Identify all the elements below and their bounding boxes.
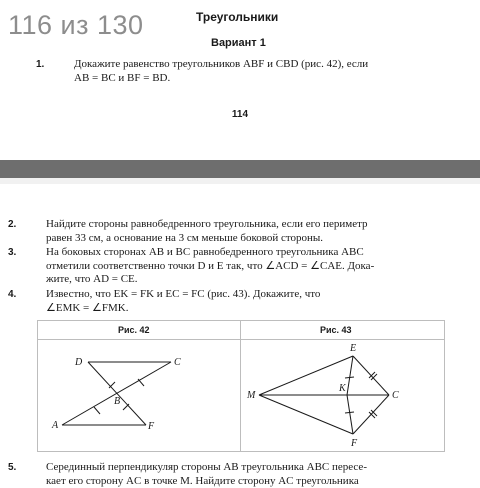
figure-42-label-b: B xyxy=(114,396,120,407)
tick-mark xyxy=(123,404,129,410)
tick-mark xyxy=(138,379,144,386)
figure-43-diagram xyxy=(241,340,444,451)
figure-42-label-c: C xyxy=(174,357,181,368)
tick-mark xyxy=(345,377,354,378)
figure-42-label-d: D xyxy=(74,357,83,368)
tick-mark xyxy=(345,412,354,413)
figure-42-caption: Рис. 42 xyxy=(118,325,150,335)
task-line: Докажите равенство треугольников ABF и CBD (рис. 42), если xyxy=(74,58,452,72)
task-number: 3. xyxy=(8,246,16,260)
page-counter: 116 из 130 xyxy=(8,10,144,41)
figure-43-label-m: M xyxy=(246,390,256,401)
task-number: 1. xyxy=(36,58,44,72)
task-number: 4. xyxy=(8,288,16,302)
page-separator xyxy=(0,160,480,178)
task-line: AB = BC и BF = BD. xyxy=(74,72,452,86)
figure-42-label-a: A xyxy=(51,420,59,431)
page-edge xyxy=(0,178,480,184)
task-line: жите, что AD = CE. xyxy=(46,273,446,287)
figure-43-label-c: C xyxy=(392,390,399,401)
task-line: ∠EMK = ∠FMK. xyxy=(46,302,446,316)
task-line: Известно, что EK = FK и EC = FC (рис. 43). Докажите, что xyxy=(46,288,446,302)
figure-42-label-f: F xyxy=(147,421,155,432)
figures-panel xyxy=(37,320,445,452)
task-line: отметили соответственно точки D и E так, что ∠ACD = ∠CAE. Дока- xyxy=(46,260,446,274)
task-line: Найдите стороны равнобедренного треугольника, если его периметр xyxy=(46,218,446,232)
figure-43-caption: Рис. 43 xyxy=(320,325,352,335)
figure-43-label-e: E xyxy=(349,343,356,354)
document-variant: Вариант 1 xyxy=(211,37,266,49)
figure-43-label-k: K xyxy=(338,383,347,394)
tick-mark xyxy=(94,407,100,414)
segment-ca xyxy=(62,362,171,425)
task-line: кает его сторону AC в точке M. Найдите сторону AC треугольника xyxy=(46,475,446,488)
figure-42-diagram xyxy=(38,340,240,451)
page-number: 114 xyxy=(0,109,480,120)
figure-43-label-f: F xyxy=(350,438,358,449)
task-line: Серединный перпендикуляр стороны AB треугольника ABC пересе- xyxy=(46,461,446,475)
segment-mf xyxy=(259,395,353,434)
task-line: равен 33 см, а основание на 3 см меньше боковой стороны. xyxy=(46,232,446,246)
task-line: На боковых сторонах AB и BC равнобедренного треугольника ABC xyxy=(46,246,446,260)
task-number: 2. xyxy=(8,218,16,232)
segment-fk xyxy=(347,395,353,434)
task-number: 5. xyxy=(8,461,16,475)
tick-mark xyxy=(109,382,115,388)
segment-ek xyxy=(347,356,353,395)
document-title: Треугольники xyxy=(196,10,278,24)
